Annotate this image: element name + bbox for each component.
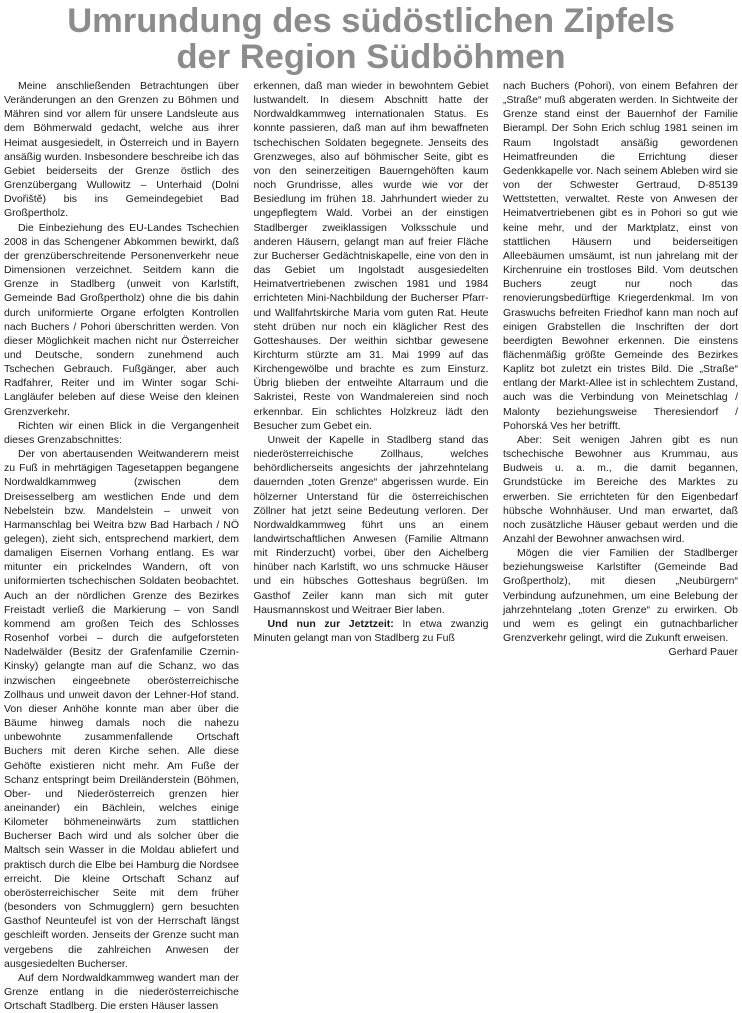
- paragraph: erkennen, daß man wieder in bewohntem Gebiet lustwandelt. In diesem Abschnitt hatte der Nordwaldkammweg internationalen Status. Es konnte passieren, daß man auf ihm bewaffneten tschechischen Soldaten begegnete. Jenseits des Grenzweges, also auf böhmischer Seite, gibt es von den seinerzeitigen Bauerngehöften kaum noch Grundrisse, alles wurde wie vor der Besiedlung im frühen 18. Jahrhundert wieder zu ungepflegtem Wald. Vorbei an der einstigen Stadlberger zweiklassigen Volksschule und anderen Häusern, gelangt man auf freier Fläche zur Bucherser Gedächtniskapelle, eine von den in das Gebiet um Ingolstadt ausgesiedelten Heimatvertriebenen zwischen 1981 und 1984 errichteten Mini-Nachbildung der Bucherser Pfarr- und Wallfahrtskirche Maria vom guten Rat. Heute steht drüben nur noch ein kläglicher Rest des Gotteshauses. Der weithin sichtbar gewesene Kirchturm stürzte am 31. Mai 1999 auf das Kirchengewölbe und brachte es zum Einsturz. Übrig blieben der entweihte Altarraum und die Sakristei, Reste von Wandmalereien sind noch erkennbar. Ein schlichtes Holzkreuz lädt den Besucher zum Gebet ein.: [253, 80, 489, 432]
- headline-line-2: der Region Südböhmen: [176, 38, 566, 76]
- paragraph: Meine anschließenden Betrachtungen über Veränderungen an den Grenzen zu Böhmen und Mähren sind vor allem für unsere Landsleute aus dem Böhmerwald gedacht, welche aus ihrer Heimat ausgesiedelt, in Österreich und in Bayern ansäßig wurden. Insbesondere beschreibe ich das Gebiet beiderseits der Grenze östlich des Grenzübergang Wullowitz – Unterhaid (Dolni Dvořiště) bis ins Gemeindegebiet Bad Großpertholz.: [4, 80, 239, 220]
- article-body: [4, 79, 738, 1013]
- paragraph-text: In etwa zwanzig Minuten gelangt man von Stadlberg zu Fuß: [253, 617, 489, 645]
- paragraph: [503, 546, 738, 659]
- headline-line-1: Umrundung des südöstlichen Zipfels: [67, 2, 675, 40]
- paragraph-text: Mögen die vier Familien der Stadlberger beziehungsweise Karlstifter (Gemeinde Bad Großpertholz), mit diesen „Neubürgern“ Verbindung aufzunehmen, um eine Belebung der jahrzehntelang „toten Grenze“ zu erwirken. Ob und wem es gelingt ein gutnachbarlicher Grenzverkehr gelingt, wird die Zukunft erweisen.: [503, 547, 738, 645]
- paragraph: Richten wir einen Blick in die Vergangenheit dieses Grenzabschnittes:: [4, 419, 239, 446]
- paragraph: Aber: Seit wenigen Jahren gibt es nun tschechische Bewohner aus Krummau, aus Budweis u. a. m., die damit begannen, Grundstücke im Bereiche des Marktes zu erwerben. Sie errichteten für den Eigenbedarf hübsche Wohnhäuser. Und man erwartet, daß noch zusätzliche Häuser gebaut werden und die Anzahl der Bewohner anwachsen wird.: [503, 433, 738, 545]
- column-2: [254, 79, 489, 974]
- paragraph: Auf dem Nordwaldkammweg wandert man der Grenze entlang in die niederösterreichische Ortschaft Stadlberg. Die ersten Häuser lassen: [4, 971, 239, 1013]
- paragraph: Die Einbeziehung des EU-Landes Tschechien 2008 in das Schengener Abkommen bewirkt, daß der grenzüberschreitende Personenverkehr neue Dimensionen verzeichnet. Seitdem kann die Grenze in Stadlberg (unweit von Karlstift, Gemeinde Bad Großpertholz) ohne die bis dahin durch uniformierte Organe erfolgten Kontrollen nach Buchers / Pohori überschritten werden. Von dieser Möglichkeit machen nicht nur Österreicher und Deutsche, sondern zunehmend auch Tschechen Gebrauch. Fußgänger, aber auch Radfahrer, Reiter und im Winter sogar Schi-Langläufer beleben auf diese Weise den kleinen Grenzverkehr.: [4, 221, 239, 418]
- article-headline: [0, 0, 742, 75]
- section-lead: Und nun zur Jetztzeit:: [267, 617, 394, 630]
- author-signature: Gerhard Pauer: [668, 646, 738, 659]
- paragraph: Der von abertausenden Weitwanderern meist zu Fuß in mehrtägigen Tagesetappen begangene Nordwaldkammweg (zwischen dem Dreisesselberg am westlichen Ende und dem Nebelstein bzw. Mandelstein – unweit von Harmanschlag bei Weitra bzw Bad Harbach / NÖ gelegen), zieht sich, entsprechend markiert, dem damaligen Eisernen Vorhang entlang. Es war mitunter ein prickelndes Wandern, oft von uniformierten tschechischen Soldaten beobachtet. Auch an der nördlichen Grenze des Bezirkes Freistadt verließ die Markierung – von Sandl kommend am großen Teich des Schlosses Rosenhof vorbei – durch die aufgeforsteten Nadelwälder (Besitz der Grafenfamilie Czernin-Kinsky) gelangte man auf die Schanz, wo das inzwischen eingeebnete oberösterreichische Zollhaus und unweit davon der Lehner-Hof stand. Von dieser Anhöhe konnte man aber über die Bäume hinweg damals noch die nahezu unbewohnte zusammenfallende Ortschaft Buchers mit deren Kirche sehen. Alle diese Gehöfte existieren nicht mehr. Am Fuße der Schanz entspringt beim Dreiländerstein (Böhmen, Ober- und Niederösterreich grenzen hier aneinander) ein Bächlein, welches einige Kilometer böhmeneinwärts zum stattlichen Bucherser Bach wird und als solcher über die Maltsch sein Wasser in die Moldau abliefert und praktisch durch die Elbe bei Hamburg die Nordsee erreicht. Die kleine Ortschaft Schanz auf oberösterreichischer Seite mit dem früher (besonders von Schmugglern) gern besuchten Gasthof Neunteufel ist von der Herrschaft längst geschleift worden. Jenseits der Grenze sucht man vergebens die zahlreichen Anwesen der ausgesiedelten Bucherser.: [4, 448, 239, 970]
- column-3: [503, 79, 738, 974]
- paragraph: nach Buchers (Pohori), von einem Befahren der „Straße“ muß abgeraten werden. In Sichtweite der Grenze stand einst der Bauernhof der Familie Bierampl. Der Sohn Erich schlug 1981 seinen im Raum Ingolstadt ansäßig gewordenen Heimatfreunden die Errichtung dieser Gedenkkapelle vor. Nach seinem Ableben wird sie von der Schwester Gertraud, D-85139 Wettstetten, verwaltet. Reste von Anwesen der Heimatvertriebenen gibt es in Pohori so gut wie keine mehr, und der Marktplatz, einst von stattlichen Häusern und beiderseitigen Alleebäumen umsäumt, ist nun jahrelang mit der Kirchenruine ein trostloses Bild. Vom deutschen Buchers zeugt nur noch das renovierungsbedürftige Kriegerdenkmal. Im von Graswuchs befreiten Friedhof kann man noch auf einigen Grabstellen die Inschriften der dort beerdigten Bewohner erkennen. Die einstens flächenmäßig größte Gemeinde des Bezirkes Kaplitz bot zuletzt ein tristes Bild. Die „Straße“ entlang der Markt-Allee ist in schlechtem Zustand, auch was die Verbindung von Meinetschlag / Malonty beziehungsweise Theresiendorf / Pohorská Ves her betrifft.: [503, 80, 738, 432]
- column-1: [4, 79, 239, 1013]
- paragraph: [254, 617, 489, 645]
- paragraph: Unweit der Kapelle in Stadlberg stand das niederösterreichische Zollhaus, welches behördlicherseits angesichts der jahrzehntelang dauernden „toten Grenze“ abgerissen wurde. Ein hölzerner Unterstand für die österreichischen Zöllner hat jetzt seine Bedeutung verloren. Der Nordwaldkammweg führt uns an einem landwirtschaftlichen Anwesen (Familie Altmann mit Rinderzucht) vorbei, über den Aichelberg hinüber nach Karlstift, wo uns schmucke Häuser und ein hübsches Gotteshaus begrüßen. Im Gasthof Zeiler kann man sich mit guter Hausmannskost und Weitraer Bier laben.: [253, 433, 489, 616]
